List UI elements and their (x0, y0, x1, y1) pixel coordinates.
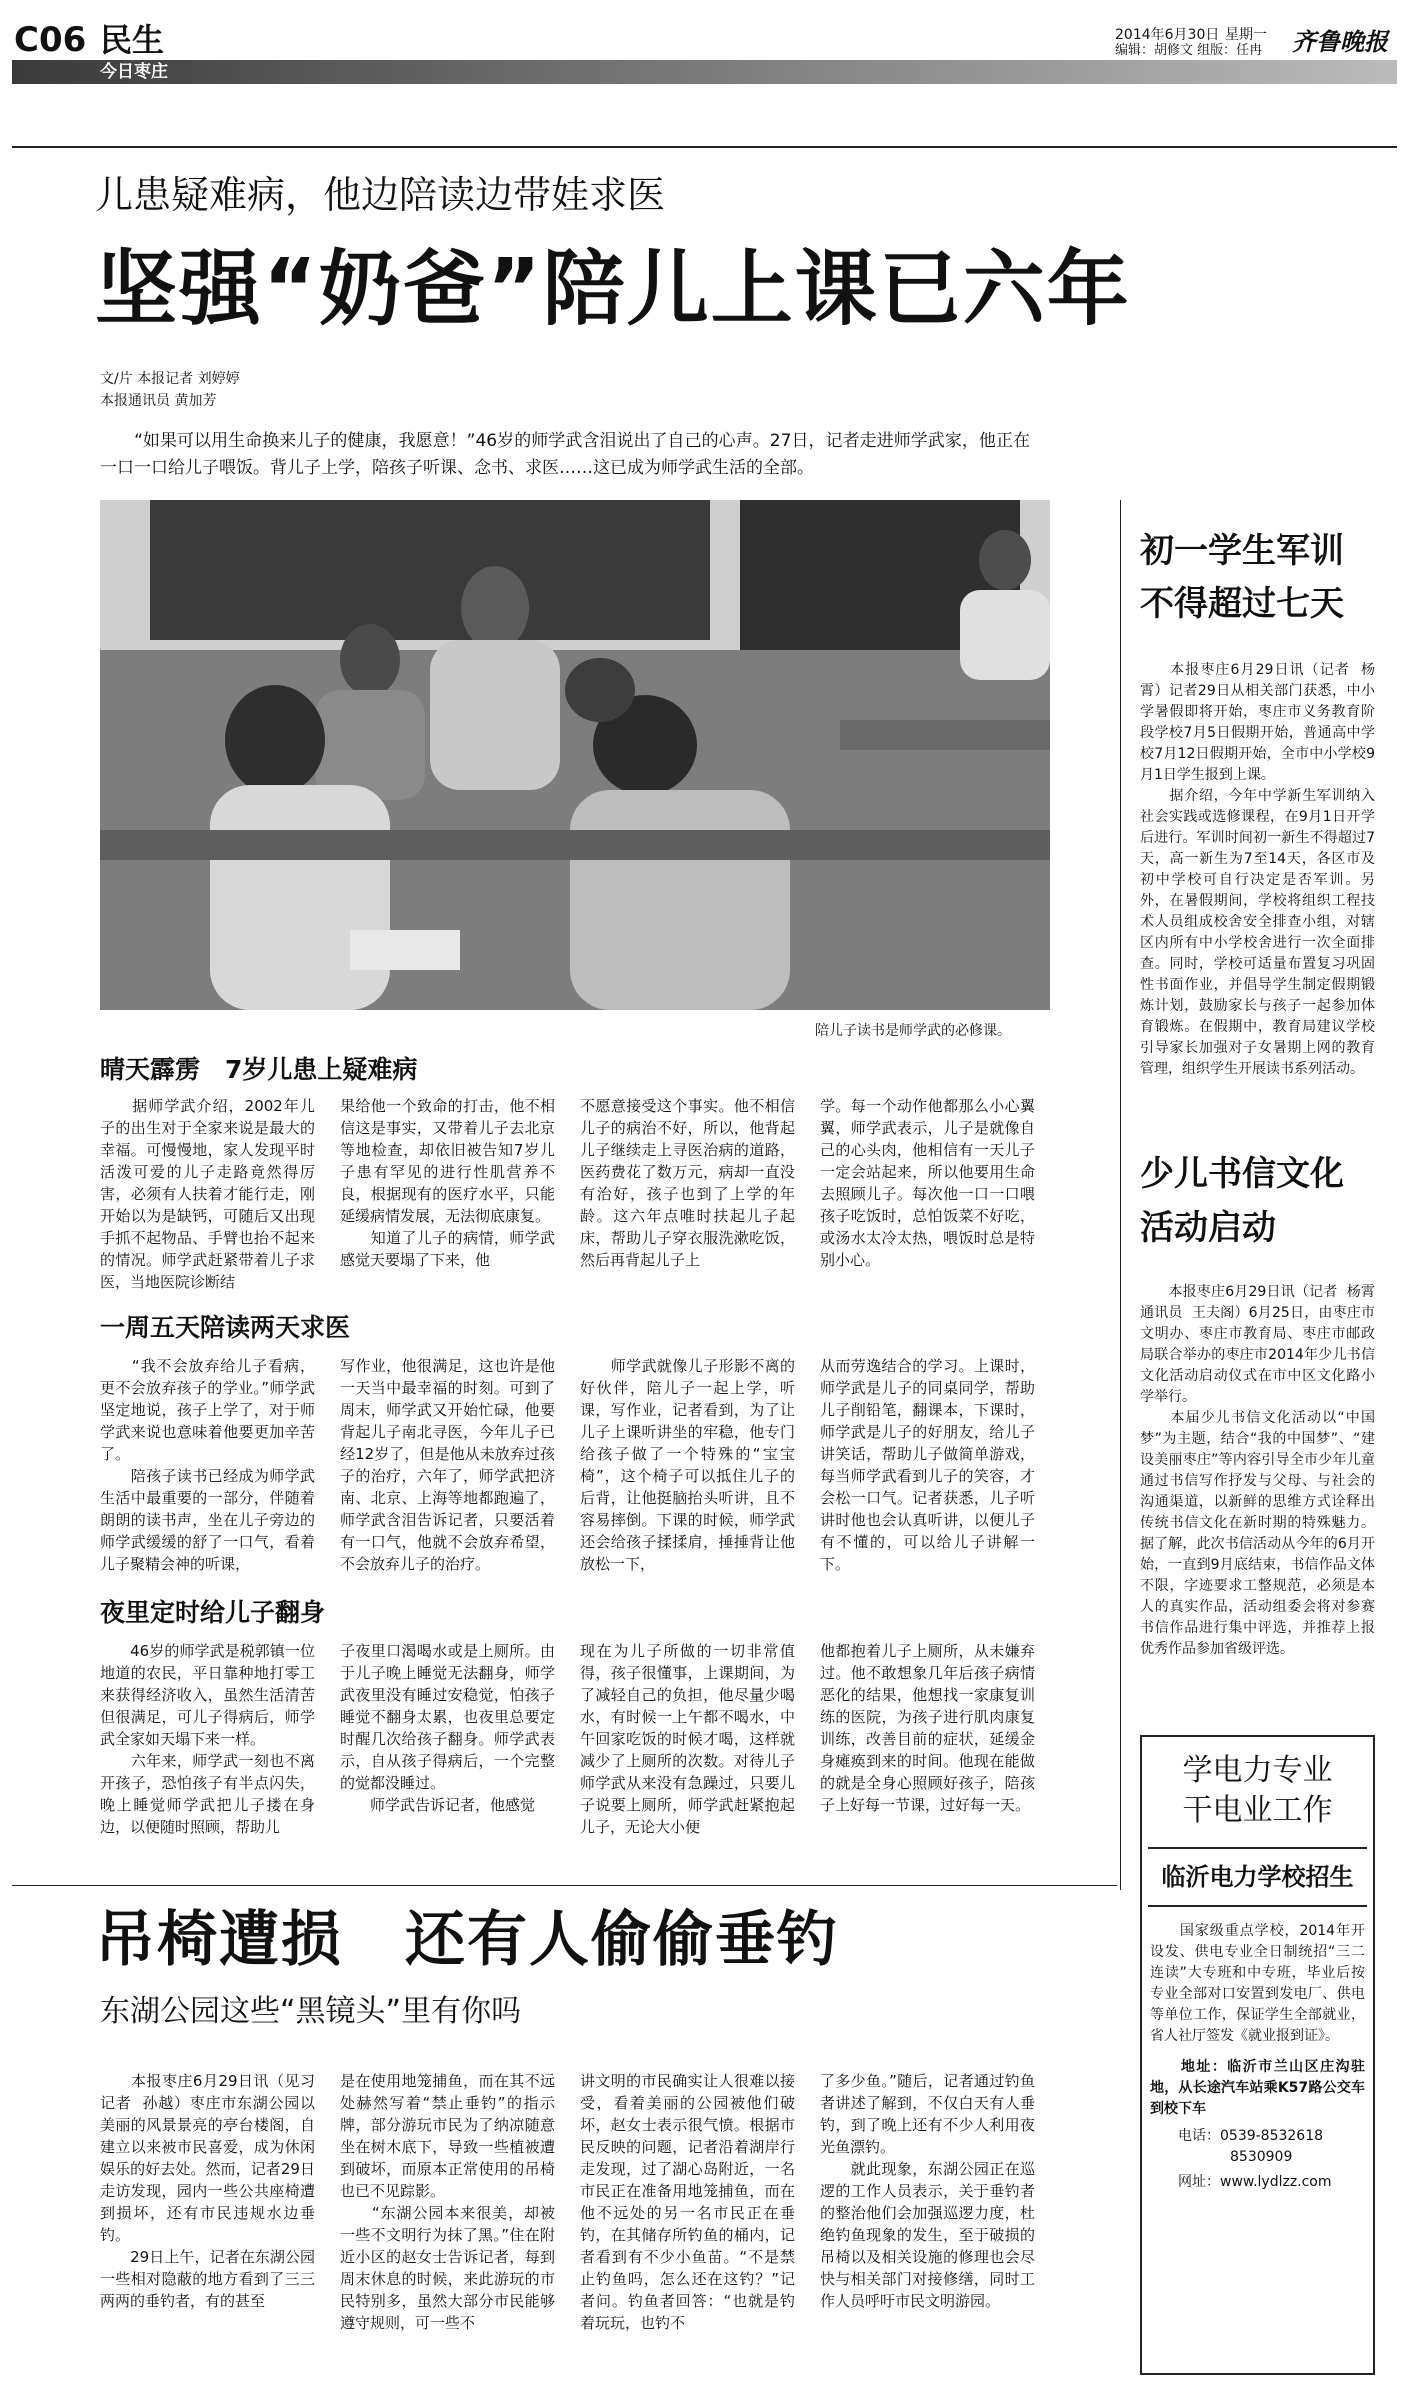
section-title-1: 晴天霹雳 7岁儿患上疑难病 (100, 1055, 418, 1084)
section-3-col-4: 他都抱着儿子上厕所，从未嫌弃过。他不敢想象几年后孩子病情恶化的结果，他想找一家康复训练的医院，为孩子进行肌肉康复训练，改善目前的症状，延缓金身瘫痪到来的时间。他现在能做的就是全身心照顾好孩子，陪孩子上好每一节课，过好每一天。 (820, 1642, 1035, 1814)
byline-2: 本报通讯员 黄加芳 (100, 393, 217, 409)
brief-2-text: 本报枣庄6月29日讯（记者 杨霄 通讯员 王夫阁）6月25日，由枣庄市文明办、枣庄市教育局、枣庄市邮政局联合举办的枣庄市2014年少儿书信文化活动启动仪式在市中区文化路小学举行。 本届少儿书信文化活动以“中国梦”为主题，结合“我的中国梦”、“建设美丽枣庄”等内容引导全市少年儿童通过书信写作抒发与父母、与社会的沟通渠道，以新鲜的思维方式诠释出传统书信文化在新时期的特殊魅力。据了解，此次书信活动从今年的6月开始，一直到9月底结束，书信作品文体不限，字迹要求工整规范，必须是本人的真实作品，活动组委会将对参赛书信作品进行集中评选，并推荐上报优秀作品参加省级评选。 (1140, 1284, 1375, 1657)
second-story-col-4: 了多少鱼。”随后，记者通过钓鱼者讲述了解到，不仅白天有人垂钓，到了晚上还有不少人利用夜光鱼漂钓。 就此现象，东湖公园正在巡逻的工作人员表示，关于垂钓者的整治他们会加强巡逻力度，杜绝钓鱼现象的发生，至于破损的吊椅以及相关设施的修理也会尽快与相关部门对接修缮，同时工作人员呼吁市民文明游园。 (820, 2072, 1035, 2310)
top-divider (12, 146, 1397, 148)
brief-2-title-line-2: 活动启动 (1140, 1208, 1276, 1248)
section-bar (12, 60, 1397, 84)
section-title-3: 夜里定时给儿子翻身 (100, 1598, 326, 1627)
subsection-name: 今日枣庄 (100, 62, 168, 82)
story-headline: 坚强“奶爸”陪儿上课已六年 (95, 242, 1131, 337)
ad-phone-2: 8530909 (1230, 2149, 1293, 2165)
ad-line-2: 干电业工作 (1182, 1793, 1333, 1828)
section-1-col-2: 果给他一个致命的打击，他不相信这是事实，又带着儿子去北京等地检查，却依旧被告知7岁儿子患有罕见的进行性肌营养不良，根据现有的医疗水平，只能延缓病情发展，无法彻底康复。 知道了儿子的病情，师学武感觉天要塌了下来，他 (340, 1097, 555, 1269)
ad-body: 国家级重点学校，2014年开设发、供电专业全日制统招“三二连读”大专班和中专班，毕业后按专业全部对口安置到发电厂、供电等单位工作，保证学生全部就业，省人社厅签发《就业报到证》。 (1150, 1923, 1365, 2044)
classroom-photo-illustration (100, 500, 1050, 1010)
brief-1-title-line-1: 初一学生军训 (1140, 531, 1344, 571)
ad-website: 网址：www.lydlzz.com (1150, 2174, 1332, 2190)
brief-2-title-line-1: 少儿书信文化 (1140, 1154, 1344, 1194)
ad-address: 地址：临沂市兰山区庄沟驻地，从长途汽车站乘K57路公交车到校下车 (1150, 2059, 1365, 2117)
ad-school-name: 临沂电力学校招生 (1148, 1847, 1367, 1907)
issue-date: 2014年6月30日 (1115, 27, 1220, 43)
ad-line-1: 学电力专业 (1182, 1753, 1333, 1788)
school-ad (1140, 1735, 1375, 2375)
section-2-col-1: “我不会放弃给儿子看病，更不会放弃孩子的学业。”师学武坚定地说，孩子上学了，对于师学武来说也意味着他要更加辛苦了。 陪孩子读书已经成为师学武生活中最重要的一部分，伴随着朗朗的读书声，坐在儿子旁边的师学武缓缓的舒了一口气，看着儿子聚精会神的听课， (100, 1357, 315, 1573)
section-1-col-4: 学。每一个动作他都那么小心翼翼，师学武表示，儿子是就像自己的心头肉，他相信有一天儿子一定会站起来，所以他要用生命去照顾儿子。每次他一口一口喂孩子吃饭时，总怕饭菜不好吃，或汤水太冷太热，喂饭时总是特别小心。 (820, 1097, 1035, 1269)
section-title-2: 一周五天陪读两天求医 (100, 1313, 351, 1342)
second-story-headline: 吊椅遭损 还有人偷偷垂钓 (95, 1905, 839, 1975)
story-photo (100, 500, 1050, 1010)
second-story-col-3: 讲文明的市民确实让人很难以接受，看着美丽的公园被他们破坏，赵女士表示很气愤。根据市民反映的问题，记者沿着湖岸行走发现，过了湖心岛附近，一名市民正在准备用地笼捕鱼，而在他不远处的另一名市民正在垂钓，在其储存所钓鱼的桶内，记者看到有不少小鱼苗。“不是禁止钓鱼吗，怎么还在这钓？”记者问。钓鱼者回答：“也就是钓着玩玩，也钓不 (580, 2072, 795, 2332)
second-story-col-2: 是在使用地笼捕鱼，而在其不远处赫然写着“禁止垂钓”的指示牌，部分游玩市民为了纳凉随意坐在树木底下，导致一些植被遭到破坏，而原本正常使用的吊椅也已不见踪影。 “东湖公园本来很美，却被一些不文明行为抹了黑。”住在附近小区的赵女士告诉记者，每到周末休息的时候，来此游玩的市民特别多，虽然大部分市民能够遵守规则，可一些不 (340, 2072, 555, 2332)
issue-weekday: 星期一 (1225, 27, 1267, 43)
editor-credits: 编辑：胡修文 组版：任冉 (1115, 43, 1263, 58)
section-name: 民生 (100, 21, 165, 59)
second-story-divider (12, 1885, 1117, 1886)
second-story-subhead: 东湖公园这些“黑镜头”里有你吗 (100, 1994, 522, 2029)
section-2-col-4: 从而劳逸结合的学习。上课时，师学武是儿子的同桌同学，帮助儿子削铅笔，翻课本，下课时，师学武是儿子的好朋友，给儿子讲笑话，帮助儿子做简单游戏，每当师学武看到儿子的笑容，才会松一口气。记者获悉，儿子听讲时他也会认真听讲，以便儿子有不懂的，可以给儿子讲解一下。 (820, 1357, 1035, 1573)
paper-name: 齐鲁晚报 (1292, 27, 1388, 56)
sidebar-divider (1120, 500, 1121, 1890)
section-3-col-1: 46岁的师学武是税郭镇一位地道的农民，平日靠种地打零工来获得经济收入，虽然生活清苦但很满足，可儿子得病后，师学武全家如天塌下来一样。 六年来，师学武一刻也不离开孩子，恐怕孩子有半点闪失，晚上睡觉师学武把儿子搂在身边，以便随时照顾，帮助儿 (100, 1642, 315, 1836)
page-code: C06 (14, 20, 87, 60)
second-story-col-1: 本报枣庄6月29日讯（见习记者 孙越）枣庄市东湖公园以美丽的风景景亮的亭台楼阁，自建立以来被市民喜爱，成为休闲娱乐的好去处。然而，记者29日走访发现，园内一些公共座椅遭到损坏，还有市民违规水边垂钓。 29日上午，记者在东湖公园一些相对隐蔽的地方看到了三三两两的垂钓者，有的甚至 (100, 2072, 315, 2310)
section-2-col-3: 师学武就像儿子形影不离的好伙伴，陪儿子一起上学，听课，写作业，记者看到，为了让儿子上课听讲坐的牢稳，他专门给孩子做了一个特殊的“宝宝椅”，这个椅子可以抵住儿子的后背，让他挺脑抬头听讲，且不容易摔倒。下课的时候，师学武还会给孩子揉揉肩，捶捶背让他放松一下， (580, 1357, 795, 1573)
section-1-col-1: 据师学武介绍，2002年儿子的出生对于全家来说是最大的幸福。可慢慢地，家人发现平时活泼可爱的儿子走路竟然得厉害，必须有人扶着才能行走，刚开始以为是缺钙，可随后又出现手抓不起物品、手臂也抬不起来的情况。师学武赶紧带着儿子求医，当地医院诊断结 (100, 1097, 315, 1291)
byline-1: 文/片 本报记者 刘婷婷 (100, 371, 240, 387)
section-3-col-3: 现在为儿子所做的一切非常值得，孩子很懂事，上课期间，为了减轻自己的负担，他尽量少喝水，有时候一上午都不喝水，中午回家吃饭的时候才喝，这样就减少了上厕所的次数。对待儿子师学武从来没有急躁过，只要儿子说要上厕所，师学武赶紧抱起儿子，无论大小便 (580, 1642, 795, 1836)
story-lead: “如果可以用生命换来儿子的健康，我愿意！”46岁的师学武含泪说出了自己的心声。27日，记者走进师学武家，他正在一口一口给儿子喂饭。背儿子上学，陪孩子听课、念书、求医……这已成为师学武生活的全部。 (100, 431, 1030, 478)
section-3-col-2: 子夜里口渴喝水或是上厕所。由于儿子晚上睡觉无法翻身，师学武夜里没有睡过安稳觉，怕孩子睡觉不翻身太累，也夜里总要定时醒几次给孩子翻身。师学武表示，自从孩子得病后，一个完整的觉都没睡过。 师学武告诉记者，他感觉 (340, 1642, 555, 1814)
brief-1-text: 本报枣庄6月29日讯（记者 杨霄）记者29日从相关部门获悉，中小学暑假即将开始，枣庄市义务教育阶段学校7月5日假期开始，普通高中学校7月12日假期开始，全市中小学校9月1日学生报到上课。 据介绍，今年中学新生军训纳入社会实践或选修课程，在9月1日开学后进行。军训时间初一新生不得超过7天，高一新生为7至14天，各区市及初中学校可自行决定是否军训。另外，在暑假期间，学校将组织工程技术人员组成校舍安全排查小组，对辖区内所有中小学校舍进行一次全面排查。同时，学校可适量布置复习巩固性书面作业，并倡导学生制定假期锻炼计划，鼓励家长与孩子一起参加体育锻炼。在假期中，教育局建议学校引导家长加强对子女暑期上网的教育管理，组织学生开展读书系列活动。 (1140, 662, 1375, 1077)
brief-1-title-line-2: 不得超过七天 (1140, 584, 1344, 624)
ad-phone: 电话：0539-8532618 (1150, 2128, 1324, 2144)
photo-caption: 陪儿子读书是师学武的必修课。 (815, 1023, 1011, 1039)
section-2-col-2: 写作业，他很满足，这也许是他一天当中最幸福的时刻。可到了周末，师学武又开始忙碌，他要背起儿子南北寻医，今年儿子已经12岁了，但是他从未放弃过孩子的治疗，六年了，师学武把济南、北京、上海等地都跑遍了，师学武含泪告诉记者，只要活着有一口气，他就不会放弃希望，不会放弃儿子的治疗。 (340, 1357, 555, 1573)
section-1-col-3: 不愿意接受这个事实。他不相信儿子的病治不好，所以，他背起儿子继续走上寻医治病的道路，医药费花了数万元，病却一直没有治好，孩子也到了上学的年龄。这六年点唯时扶起儿子起床，帮助儿子穿衣服洗漱吃饭，然后再背起儿子上 (580, 1097, 795, 1269)
story-kicker: 儿患疑难病，他边陪读边带娃求医 (95, 173, 666, 217)
